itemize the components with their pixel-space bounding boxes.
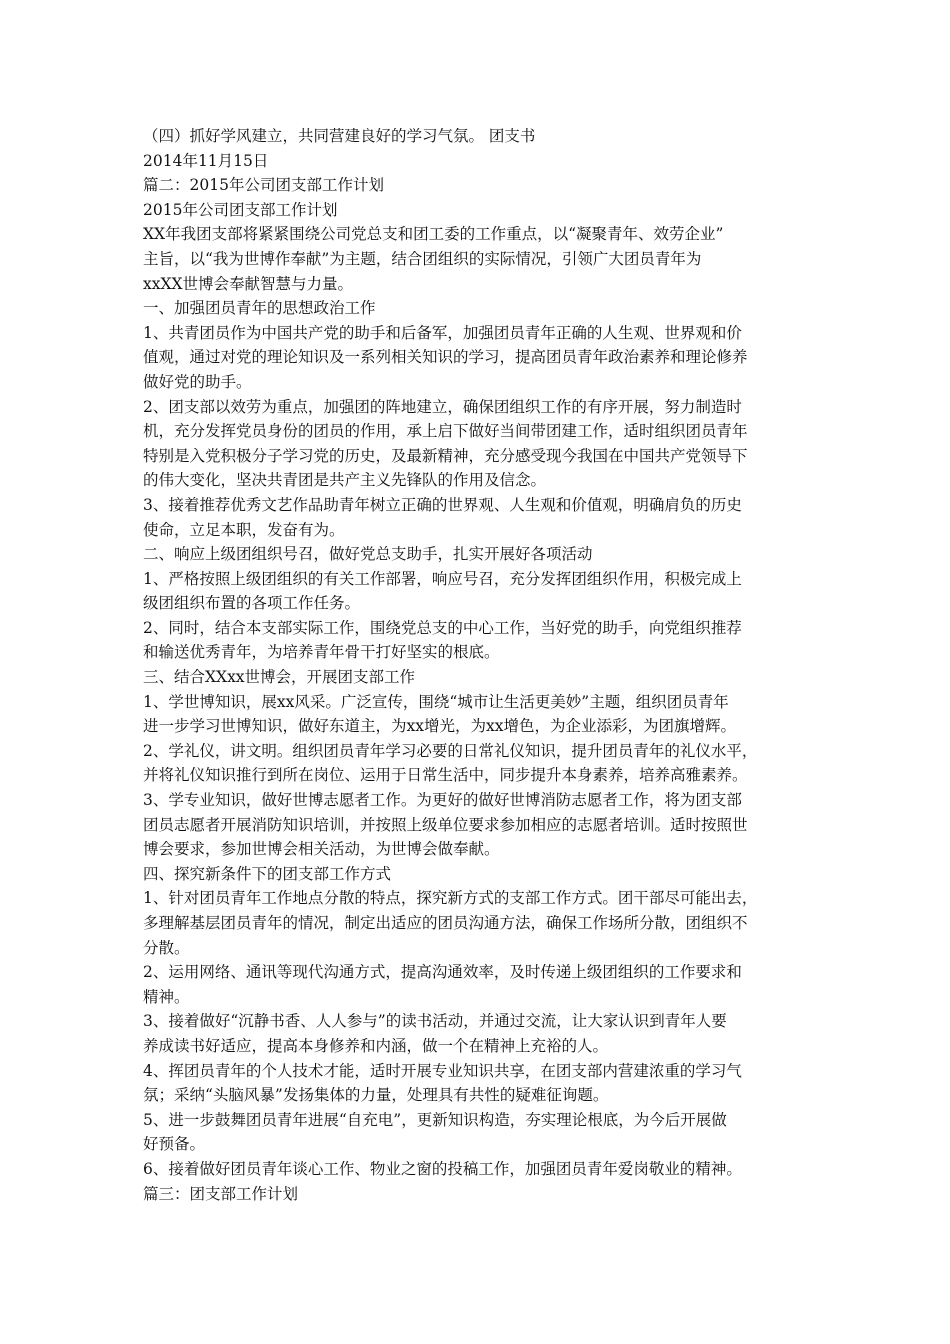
text-line: 二、响应上级团组织号召，做好党总支助手，扎实开展好各项活动 bbox=[143, 545, 593, 564]
text-line: xxXX世博会奉献智慧与力量。 bbox=[143, 274, 354, 293]
text-line: 5、进一步鼓舞团员青年进展“自充电”，更新知识构造，夯实理论根底，为今后开展做 bbox=[143, 1110, 727, 1129]
text-line: 使命，立足本职，发奋有为。 bbox=[143, 520, 345, 539]
document-body bbox=[143, 124, 823, 1206]
text-line: 篇二：2015年公司团支部工作计划 bbox=[143, 176, 384, 195]
text-line: 进一步学习世博知识，做好东道主，为xx增光，为xx增色，为企业添彩，为团旗增辉。 bbox=[143, 717, 736, 736]
text-line: 做好党的助手。 bbox=[143, 372, 252, 391]
text-line: 2、运用网络、通讯等现代沟通方式，提高沟通效率，及时传递上级团组织的工作要求和 bbox=[143, 963, 742, 982]
text-line: 1、学世博知识，展xx风采。广泛宣传，围绕“城市让生活更美妙”主题，组织团员青年 bbox=[143, 692, 729, 711]
text-line: 篇三：团支部工作计划 bbox=[143, 1184, 299, 1203]
text-line: 并将礼仪知识推行到所在岗位、运用于日常生活中，同步提升本身素养，培养高雅素养。 bbox=[143, 766, 748, 785]
text-line: 氛；采纳“头脑风暴”发扬集体的力量，处理具有共性的疑难征询题。 bbox=[143, 1086, 609, 1105]
text-line: 博会要求，参加世博会相关活动，为世博会做奉献。 bbox=[143, 840, 500, 859]
text-line: 3、学专业知识，做好世博志愿者工作。为更好的做好世博消防志愿者工作，将为团支部 bbox=[143, 791, 742, 810]
text-line: 主旨，以“我为世博作奉献”为主题，结合团组织的实际情况，引领广大团员青年为 bbox=[143, 249, 702, 268]
text-line: 四、探究新条件下的团支部工作方式 bbox=[143, 864, 392, 883]
text-line: 养成读书好适应，提高本身修养和内涵，做一个在精神上充裕的人。 bbox=[143, 1036, 609, 1055]
text-line: 3、接着推荐优秀文艺作品助青年树立正确的世界观、人生观和价值观，明确肩负的历史 bbox=[143, 495, 742, 514]
text-line: 1、共青团员作为中国共产党的助手和后备军，加强团员青年正确的人生观、世界观和价 bbox=[143, 323, 742, 342]
text-line: 和输送优秀青年，为培养青年骨干打好坚实的根底。 bbox=[143, 643, 500, 662]
text-line: 1、针对团员青年工作地点分散的特点，探究新方式的支部工作方式。团干部尽可能出去， bbox=[143, 889, 758, 908]
text-line: 精神。 bbox=[143, 987, 190, 1006]
text-line: 2、学礼仪，讲文明。组织团员青年学习必要的日常礼仪知识，提升团员青年的礼仪水平， bbox=[143, 741, 758, 760]
text-line: 值观，通过对党的理论知识及一系列相关知识的学习，提高团员青年政治素养和理论修养 bbox=[143, 348, 748, 367]
text-line: 2、同时，结合本支部实际工作，围绕党总支的中心工作，当好党的助手，向党组织推荐 bbox=[143, 618, 742, 637]
text-line: 三、结合XXxx世博会，开展团支部工作 bbox=[143, 668, 416, 687]
text-line: 机，充分发挥党员身份的团员的作用，承上启下做好当间带团建工作，适时组织团员青年 bbox=[143, 422, 748, 441]
text-line: 3、接着做好“沉静书香、人人参与”的读书活动，并通过交流，让大家认识到青年人要 bbox=[143, 1012, 727, 1031]
text-line: 2015年公司团支部工作计划 bbox=[143, 200, 338, 219]
text-line: 分散。 bbox=[143, 938, 190, 957]
text-line: 6、接着做好团员青年谈心工作、物业之窗的投稿工作，加强团员青年爱岗敬业的精神。 bbox=[143, 1159, 742, 1178]
text-line: （四）抓好学风建立，共同营建良好的学习气氛。 团支书 bbox=[143, 127, 536, 145]
text-line: 一、加强团员青年的思想政治工作 bbox=[143, 299, 376, 318]
text-line: XX年我团支部将紧紧围绕公司党总支和团工委的工作重点，以“凝聚青年、效劳企业” bbox=[143, 225, 724, 244]
text-line: 2、团支部以效劳为重点，加强团的阵地建立，确保团组织工作的有序开展，努力制造时 bbox=[143, 397, 742, 416]
text-line: 的伟大变化，坚决共青团是共产主义先锋队的作用及信念。 bbox=[143, 471, 547, 490]
text-line: 多理解基层团员青年的情况，制定出适应的团员沟通方法，确保工作场所分散，团组织不 bbox=[143, 914, 748, 932]
text-line: 4、挥团员青年的个人技术才能，适时开展专业知识共享，在团支部内营建浓重的学习气 bbox=[143, 1061, 742, 1080]
text-line: 2014年11月15日 bbox=[143, 151, 269, 170]
text-line: 级团组织布置的各项工作任务。 bbox=[143, 594, 361, 613]
text-line: 1、严格按照上级团组织的有关工作部署，响应号召，充分发挥团组织作用，积极完成上 bbox=[143, 569, 742, 588]
text-line: 团员志愿者开展消防知识培训，并按照上级单位要求参加相应的志愿者培训。适时按照世 bbox=[143, 815, 748, 834]
text-line: 特别是入党积极分子学习党的历史，及最新精神，充分感受现今我国在中国共产党领导下 bbox=[143, 446, 748, 465]
text-line: 好预备。 bbox=[143, 1135, 206, 1154]
